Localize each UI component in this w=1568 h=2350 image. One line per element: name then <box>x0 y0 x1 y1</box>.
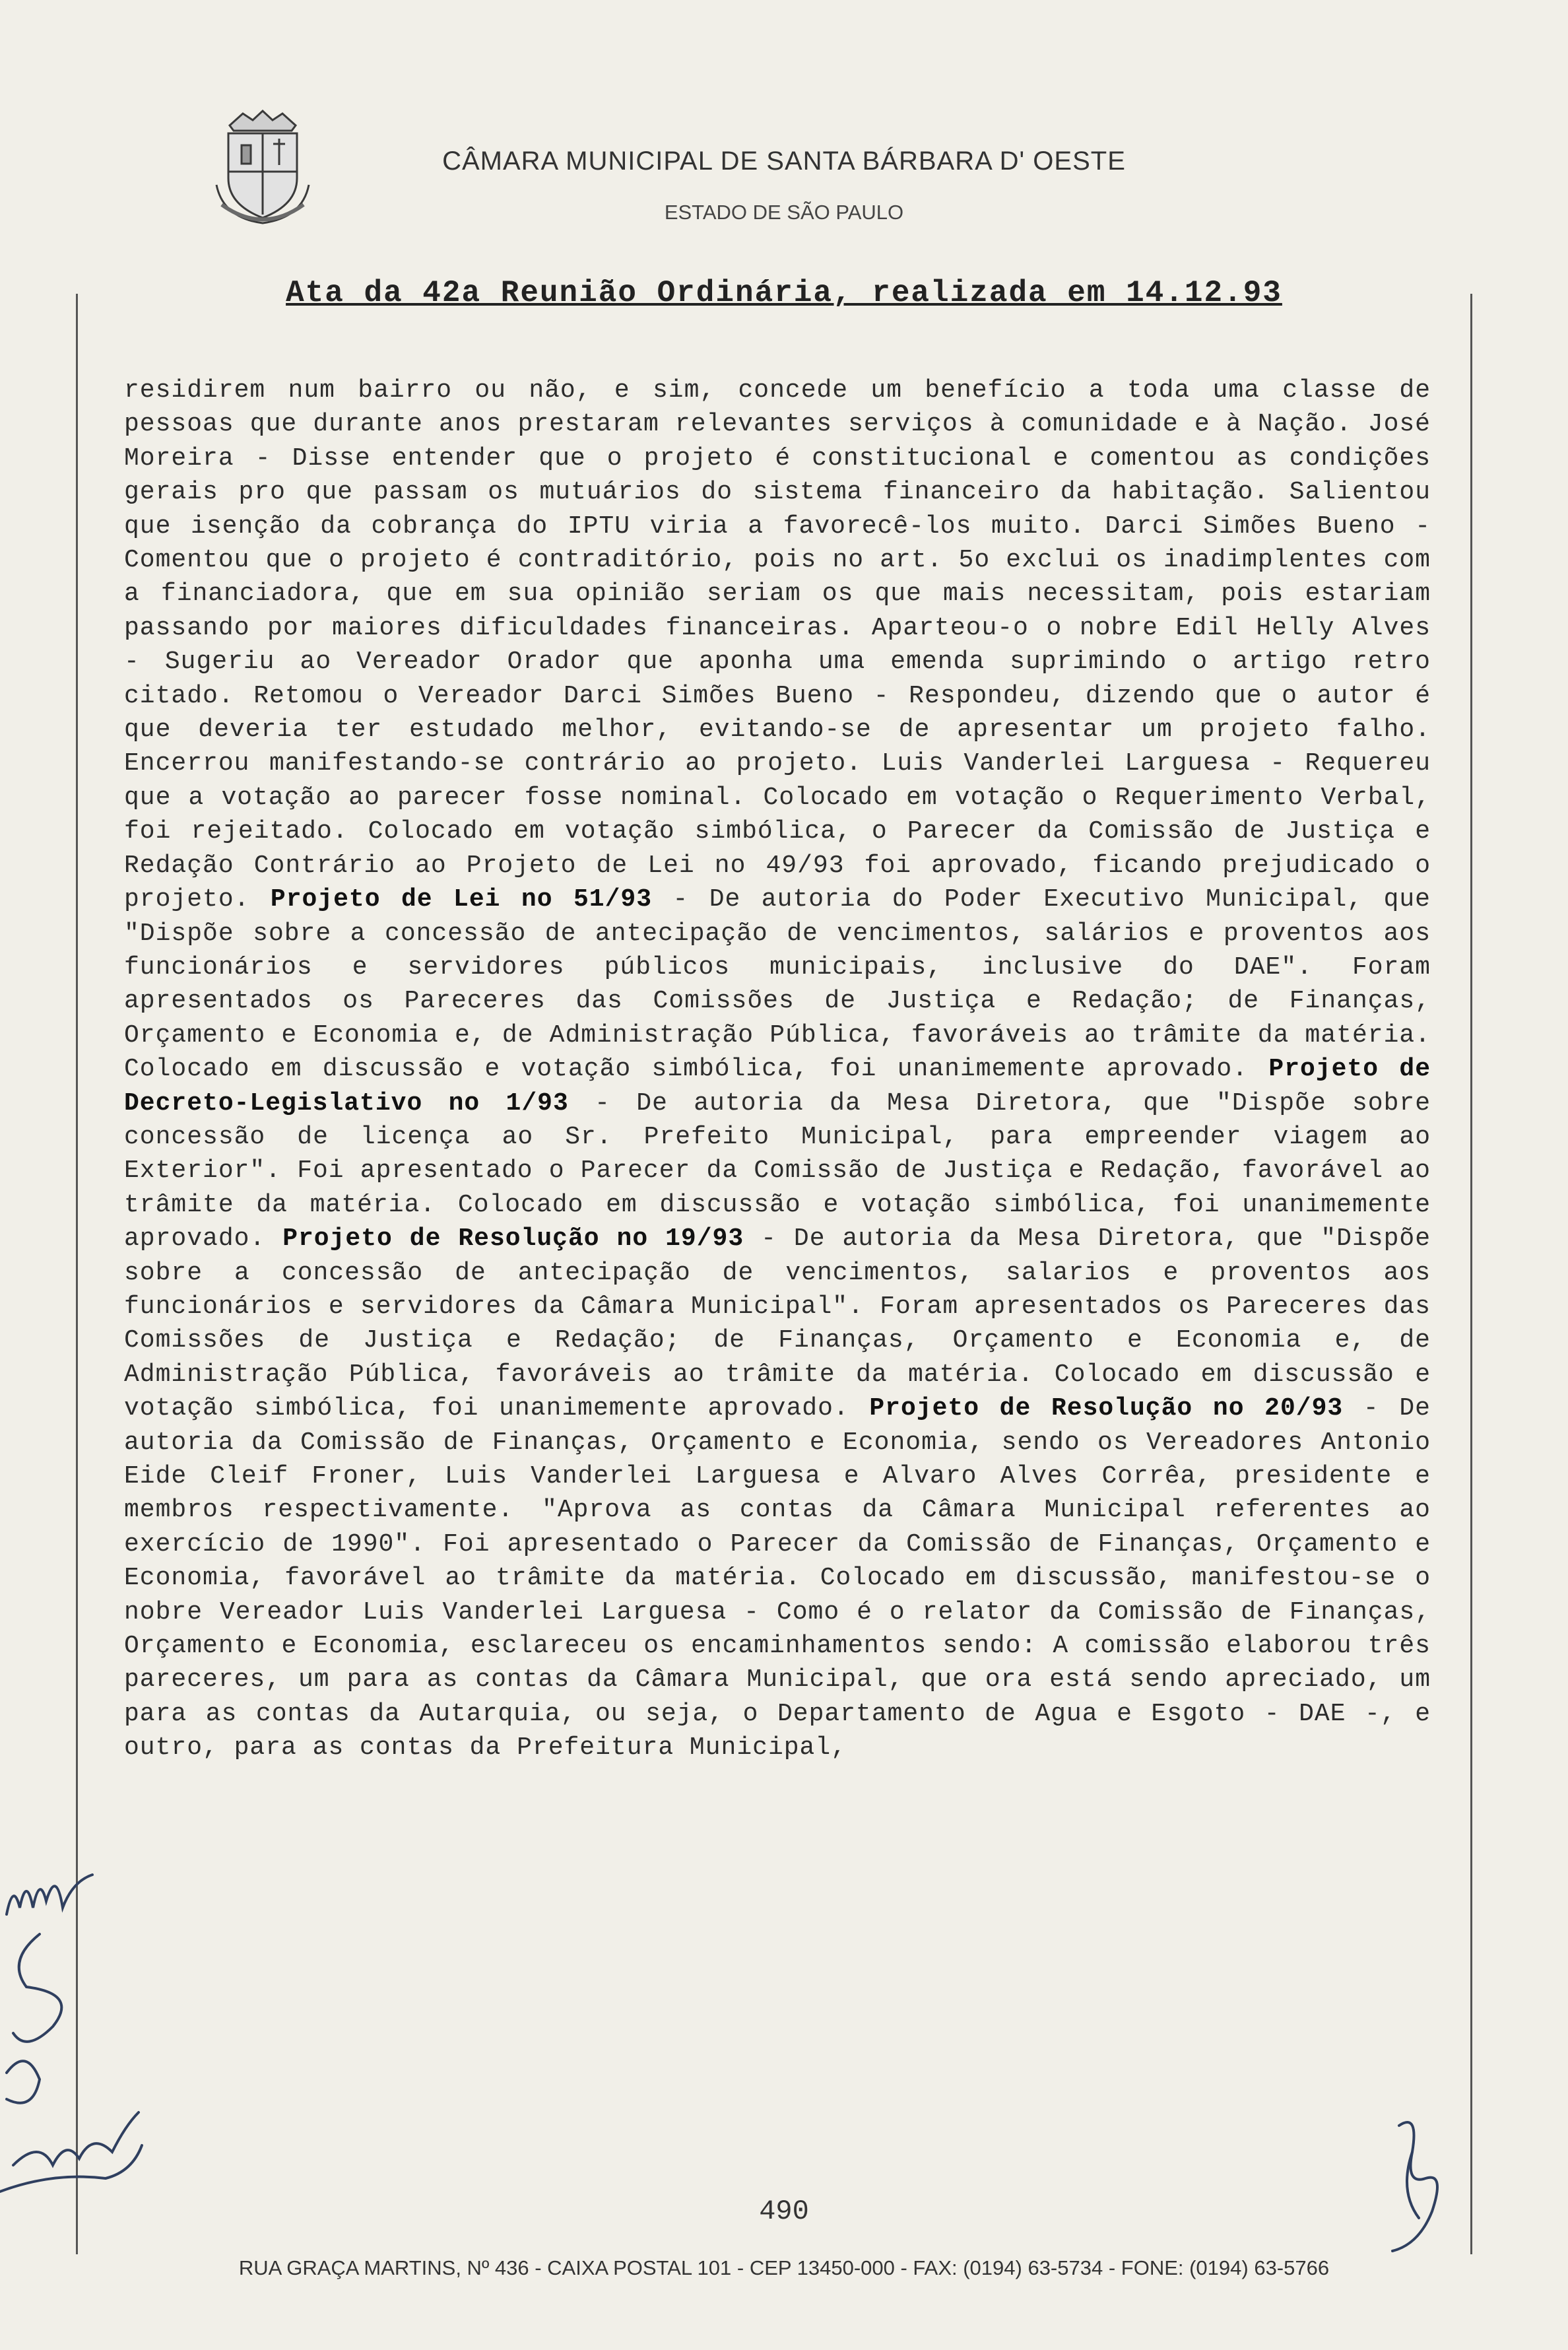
footer-address: RUA GRAÇA MARTINS, Nº 436 - CAIXA POSTAL 101 - CEP 13450-000 - FAX: (0194) 63-5734 - FONE: (0194) 63-5766 <box>238 2256 1330 2279</box>
state-name: ESTADO DE SÃO PAULO <box>664 201 904 224</box>
minutes-title: Ata da 42a Reunião Ordinária, realizada em 14.12.93 <box>286 276 1282 310</box>
signature-bottom-right <box>1373 2112 1465 2258</box>
bill-heading-resolucao-20: Projeto de Resolução no 20/93 <box>869 1394 1344 1423</box>
body-paragraph-3: - De autoria da Mesa Diretora, que "Dispõe sobre concessão de licença ao Sr. Prefeito Municipal, para empreender viagem ao Exterior". Foi apresentado o Parecer da Comissão de Justiça e Redação, favorável ao trâmite da matéria. Colocado em discussão e votação simbólica, foi unanimemente aprovado. <box>124 1089 1431 1254</box>
body-paragraph-1: residirem num bairro ou não, e sim, concede um benefício a toda uma classe de pessoas que durante anos prestaram relevantes serviços à comunidade e à Nação. José Moreira - Disse entender que o projeto é constitucional e comentou as condições gerais pro que passam os mutuários do sistema financeiro da habitação. Salientou que isenção da cobrança do IPTU viria a favorecê-los muito. Darci Simões Bueno - Comentou que o projeto é contraditório, pois no art. 5o exclui os inadimplentes com a financiadora, que em sua opinião seriam os que mais necessitam, pois estariam passando por maiores dificuldades financeiras. Aparteou-o o nobre Edil Helly Alves - Sugeriu ao Vereador Orador que aponha uma emenda suprimindo o artigo retro citado. Retomou o Vereador Darci Simões Bueno - Respondeu, dizendo que o autor é que deveria ter estudado melhor, evitando-se de apresentar um projeto falho. Encerrou manifestando-se contrário ao projeto. Luis Vanderlei Larguesa - Requereu que a votação ao parecer fosse nominal. Colocado em votação o Requerimento Verbal, foi rejeitado. Colocado em votação simbólica, o Parecer da Comissão de Justiça e Redação Contrário ao Projeto de Lei no 49/93 foi aprovado, ficando prejudicado o projeto. <box>124 376 1431 914</box>
right-frame-line <box>1470 294 1472 2254</box>
bill-heading-resolucao-19: Projeto de Resolução no 19/93 <box>282 1225 744 1254</box>
minutes-body <box>124 374 1431 1765</box>
body-paragraph-5: - De autoria da Comissão de Finanças, Orçamento e Economia, sendo os Vereadores Antonio Eide Cleif Froner, Luis Vanderlei Larguesa e Alvaro Alves Corrêa, presidente e membros respectivamente. "Aprova as contas da Câmara Municipal referentes ao exercício de 1990". Foi apresentado o Parecer da Comissão de Finanças, Orçamento e Economia, favorável ao trâmite da matéria. Colocado em discussão, manifestou-se o nobre Vereador Luis Vanderlei Larguesa - Como é o relator da Comissão de Finanças, Orçamento e Economia, esclareceu os encaminhamentos sendo: A comissão elaborou três pareceres, um para as contas da Câmara Municipal, que ora está sendo apreciado, um para as contas da Autarquia, ou seja, o Departamento de Agua e Esgoto - DAE -, e outro, para as contas da Prefeitura Municipal, <box>124 1394 1431 1762</box>
page-number: 490 <box>759 2196 809 2227</box>
body-paragraph-4: - De autoria da Mesa Diretora, que "Dispõe sobre a concessão de antecipação de vencimentos, salarios e proventos aos funcionários e servidores da Câmara Municipal". Foram apresentados os Pareceres das Comissões de Justiça e Redação; de Finanças, Orçamento e Economia e, de Administração Pública, favoráveis ao trâmite da matéria. Colocado em discussão e votação simbólica, foi unanimemente aprovado. <box>124 1225 1431 1423</box>
bill-heading-lei-51: Projeto de Lei no 51/93 <box>270 885 652 914</box>
institution-name: CÂMARA MUNICIPAL DE SANTA BÁRBARA D' OESTE <box>442 147 1126 176</box>
bill-heading-decreto-1: Projeto de Decreto-Legislativo no 1/93 <box>124 1055 1431 1118</box>
body-paragraph-2: - De autoria do Poder Executivo Municipal, que "Dispõe sobre a concessão de antecipação de vencimentos, salários e proventos aos funcionários e servidores públicos municipais, inclusive do DAE". Foram apresentados os Pareceres das Comissões de Justiça e Redação; de Finanças, Orçamento e Economia e, de Administração Pública, favoráveis ao trâmite da matéria. Colocado em discussão e votação simbólica, foi unanimemente aprovado. <box>124 885 1431 1084</box>
